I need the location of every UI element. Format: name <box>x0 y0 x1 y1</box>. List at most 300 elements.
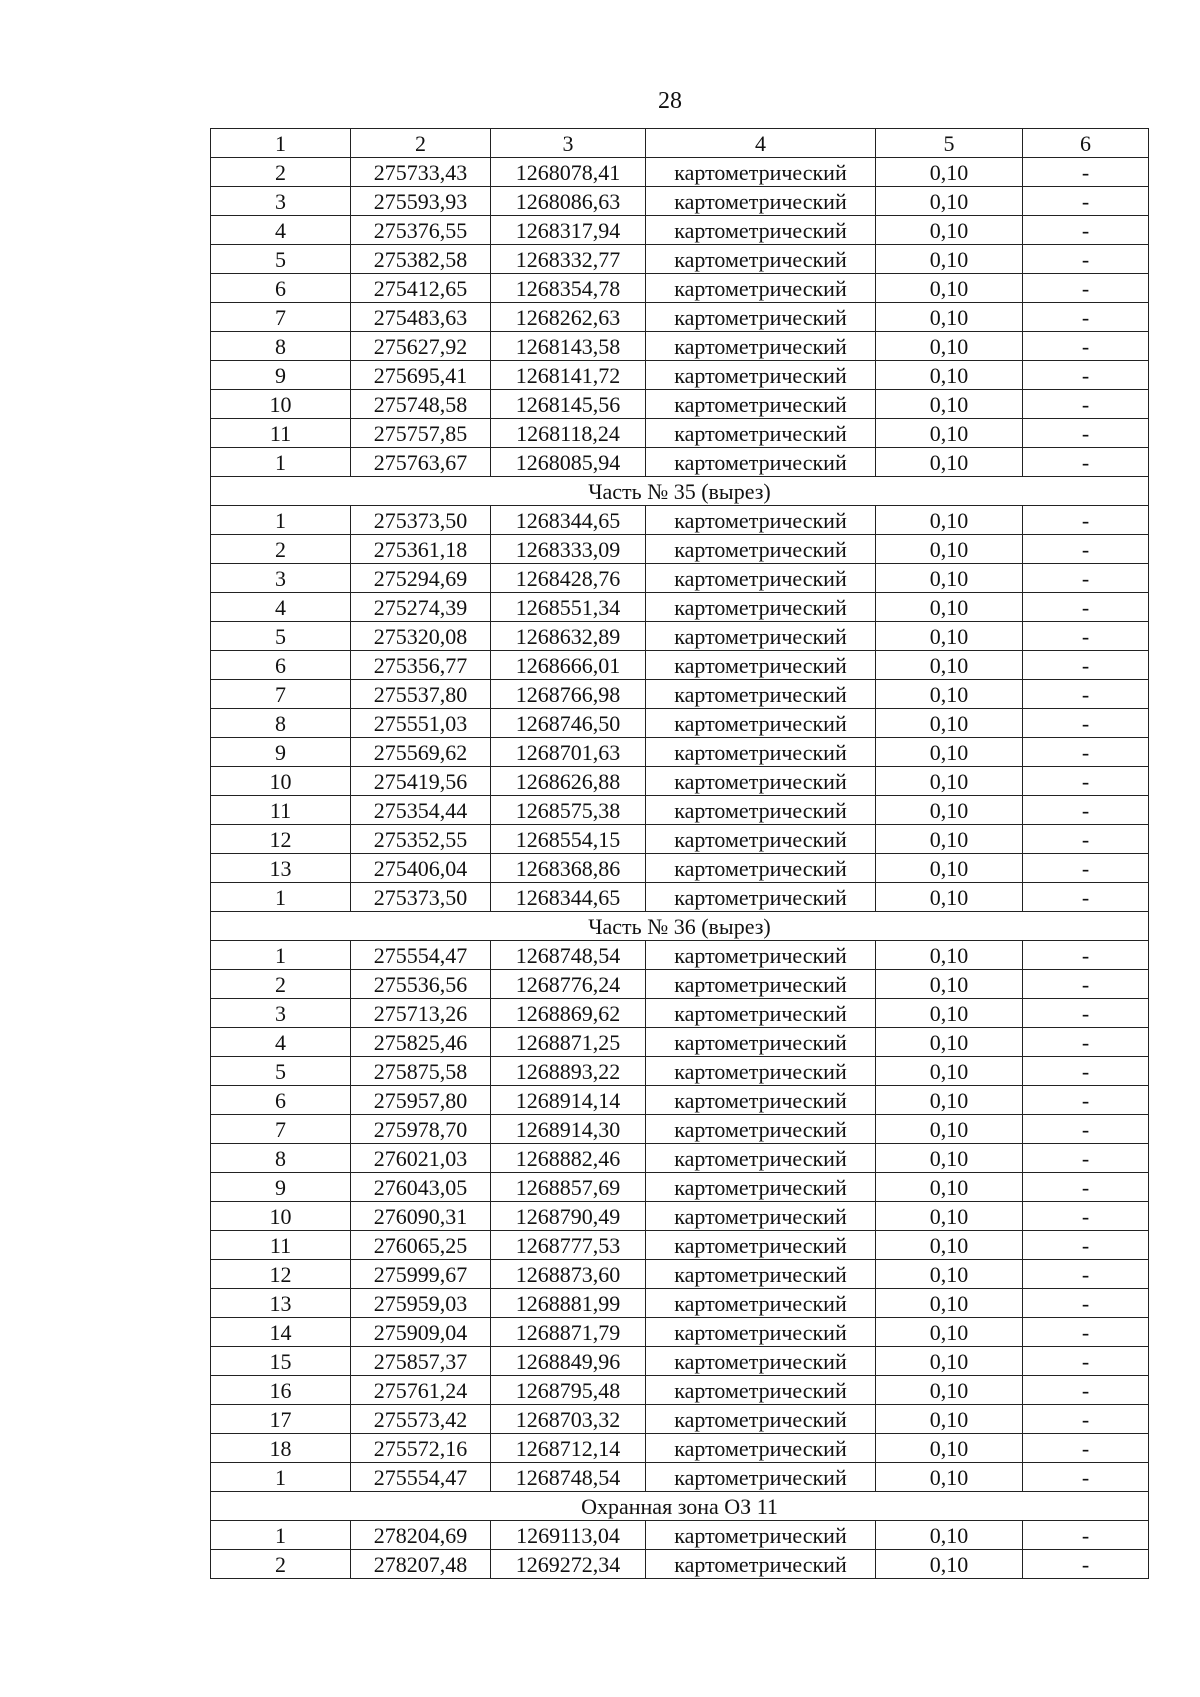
table-cell: 1268666,01 <box>491 651 646 680</box>
table-row <box>211 1376 1149 1405</box>
table-cell: 275761,24 <box>351 1376 491 1405</box>
table-cell: 0,10 <box>876 303 1023 332</box>
table-cell: 15 <box>211 1347 351 1376</box>
table-cell: 0,10 <box>876 390 1023 419</box>
table-cell: 275572,16 <box>351 1434 491 1463</box>
table-cell: 2 <box>211 535 351 564</box>
table-cell: - <box>1023 1463 1149 1492</box>
table-cell: 0,10 <box>876 738 1023 767</box>
table-cell: 1268712,14 <box>491 1434 646 1463</box>
table-cell: 1269113,04 <box>491 1521 646 1550</box>
table-cell: - <box>1023 738 1149 767</box>
table-cell: - <box>1023 158 1149 187</box>
table-cell: 275573,42 <box>351 1405 491 1434</box>
table-cell: картометрический <box>646 1260 876 1289</box>
table-cell: картометрический <box>646 1347 876 1376</box>
table-row <box>211 1550 1149 1579</box>
table-cell: 275733,43 <box>351 158 491 187</box>
table-cell: картометрический <box>646 1115 876 1144</box>
table-row <box>211 738 1149 767</box>
table-row <box>211 506 1149 535</box>
table-cell: картометрический <box>646 593 876 622</box>
table-cell: 1268748,54 <box>491 941 646 970</box>
table-cell: - <box>1023 332 1149 361</box>
section-title: Охранная зона ОЗ 11 <box>211 1492 1149 1521</box>
table-cell: - <box>1023 1115 1149 1144</box>
column-header: 3 <box>491 129 646 158</box>
table-cell: 275763,67 <box>351 448 491 477</box>
table-cell: 1269272,34 <box>491 1550 646 1579</box>
table-cell: картометрический <box>646 1318 876 1347</box>
table-cell: картометрический <box>646 448 876 477</box>
table-row <box>211 883 1149 912</box>
table-cell: - <box>1023 1405 1149 1434</box>
table-cell: 275419,56 <box>351 767 491 796</box>
table-cell: 0,10 <box>876 361 1023 390</box>
table-cell: 7 <box>211 1115 351 1144</box>
table-cell: картометрический <box>646 1289 876 1318</box>
table-cell: 14 <box>211 1318 351 1347</box>
table-cell: 0,10 <box>876 216 1023 245</box>
table-cell: картометрический <box>646 303 876 332</box>
table-cell: картометрический <box>646 419 876 448</box>
table-cell: картометрический <box>646 1376 876 1405</box>
table-cell: 275959,03 <box>351 1289 491 1318</box>
table-cell: картометрический <box>646 1463 876 1492</box>
section-title: Часть № 35 (вырез) <box>211 477 1149 506</box>
table-cell: 0,10 <box>876 158 1023 187</box>
table-cell: 4 <box>211 1028 351 1057</box>
table-row <box>211 361 1149 390</box>
table-cell: 1268086,63 <box>491 187 646 216</box>
table-cell: 275537,80 <box>351 680 491 709</box>
table-cell: - <box>1023 535 1149 564</box>
table-cell: 275412,65 <box>351 274 491 303</box>
table-row <box>211 622 1149 651</box>
table-cell: 8 <box>211 709 351 738</box>
table-cell: 13 <box>211 854 351 883</box>
table-cell: 7 <box>211 303 351 332</box>
table-cell: 3 <box>211 187 351 216</box>
section-title-row <box>211 1492 1149 1521</box>
table-cell: 9 <box>211 361 351 390</box>
table-cell: 0,10 <box>876 1289 1023 1318</box>
section-title-row <box>211 912 1149 941</box>
table-row <box>211 1347 1149 1376</box>
table-row <box>211 158 1149 187</box>
table-cell: 276090,31 <box>351 1202 491 1231</box>
table-row <box>211 1202 1149 1231</box>
table-cell: - <box>1023 1347 1149 1376</box>
table-cell: 1268873,60 <box>491 1260 646 1289</box>
table-cell: 1 <box>211 448 351 477</box>
table-cell: 1268332,77 <box>491 245 646 274</box>
table-cell: - <box>1023 361 1149 390</box>
table-cell: картометрический <box>646 738 876 767</box>
table-cell: 0,10 <box>876 1347 1023 1376</box>
table-cell: 1268871,79 <box>491 1318 646 1347</box>
table-cell: 1 <box>211 941 351 970</box>
table-cell: 0,10 <box>876 448 1023 477</box>
table-cell: 0,10 <box>876 535 1023 564</box>
table-cell: 12 <box>211 825 351 854</box>
table-cell: картометрический <box>646 1405 876 1434</box>
table-cell: картометрический <box>646 332 876 361</box>
table-cell: картометрический <box>646 941 876 970</box>
table-cell: - <box>1023 274 1149 303</box>
table-cell: 0,10 <box>876 1405 1023 1434</box>
table-cell: 1268777,53 <box>491 1231 646 1260</box>
column-header: 5 <box>876 129 1023 158</box>
table-cell: 1268795,48 <box>491 1376 646 1405</box>
table-row <box>211 332 1149 361</box>
table-cell: 0,10 <box>876 883 1023 912</box>
table-cell: 0,10 <box>876 1260 1023 1289</box>
table-cell: 1268317,94 <box>491 216 646 245</box>
table-cell: 275825,46 <box>351 1028 491 1057</box>
table-cell: 1268085,94 <box>491 448 646 477</box>
table-cell: 0,10 <box>876 622 1023 651</box>
section-title-row <box>211 477 1149 506</box>
table-cell: 0,10 <box>876 1028 1023 1057</box>
table-cell: 4 <box>211 593 351 622</box>
table-cell: - <box>1023 1144 1149 1173</box>
table-cell: картометрический <box>646 970 876 999</box>
table-cell: 1268882,46 <box>491 1144 646 1173</box>
table-row <box>211 854 1149 883</box>
table-row <box>211 1086 1149 1115</box>
table-cell: 276065,25 <box>351 1231 491 1260</box>
table-cell: картометрический <box>646 825 876 854</box>
table-row <box>211 448 1149 477</box>
table-cell: 0,10 <box>876 970 1023 999</box>
table-cell: 1 <box>211 506 351 535</box>
table-cell: 1268776,24 <box>491 970 646 999</box>
table-row <box>211 390 1149 419</box>
table-cell: 275909,04 <box>351 1318 491 1347</box>
table-row <box>211 796 1149 825</box>
table-cell: 275857,37 <box>351 1347 491 1376</box>
table-cell: 1268849,96 <box>491 1347 646 1376</box>
table-cell: 0,10 <box>876 1202 1023 1231</box>
table-cell: 1268748,54 <box>491 1463 646 1492</box>
table-row <box>211 564 1149 593</box>
table-cell: 17 <box>211 1405 351 1434</box>
table-cell: картометрический <box>646 1144 876 1173</box>
table-cell: 1268078,41 <box>491 158 646 187</box>
table-row <box>211 593 1149 622</box>
table-cell: - <box>1023 970 1149 999</box>
column-header: 1 <box>211 129 351 158</box>
table-row <box>211 680 1149 709</box>
table-cell: картометрический <box>646 1173 876 1202</box>
table-row <box>211 767 1149 796</box>
table-cell: 275875,58 <box>351 1057 491 1086</box>
table-cell: картометрический <box>646 999 876 1028</box>
table-cell: 7 <box>211 680 351 709</box>
table-cell: 1268554,15 <box>491 825 646 854</box>
table-cell: картометрический <box>646 564 876 593</box>
table-cell: картометрический <box>646 1086 876 1115</box>
table-cell: 275373,50 <box>351 506 491 535</box>
table-cell: 276021,03 <box>351 1144 491 1173</box>
table-cell: картометрический <box>646 506 876 535</box>
table-cell: - <box>1023 1260 1149 1289</box>
table-cell: 275999,67 <box>351 1260 491 1289</box>
table-cell: 9 <box>211 738 351 767</box>
table-row <box>211 651 1149 680</box>
table-cell: 1268262,63 <box>491 303 646 332</box>
table-cell: 0,10 <box>876 1463 1023 1492</box>
table-cell: 0,10 <box>876 1144 1023 1173</box>
table-cell: 9 <box>211 1173 351 1202</box>
table-cell: 1268766,98 <box>491 680 646 709</box>
table-cell: 0,10 <box>876 1550 1023 1579</box>
table-header-row <box>211 129 1149 158</box>
table-row <box>211 1173 1149 1202</box>
table-cell: картометрический <box>646 883 876 912</box>
table-cell: картометрический <box>646 187 876 216</box>
table-cell: картометрический <box>646 1550 876 1579</box>
table-cell: 275554,47 <box>351 1463 491 1492</box>
table-cell: 18 <box>211 1434 351 1463</box>
table-cell: - <box>1023 1057 1149 1086</box>
table-cell: картометрический <box>646 1231 876 1260</box>
table-row <box>211 1144 1149 1173</box>
table-cell: - <box>1023 187 1149 216</box>
table-cell: 275957,80 <box>351 1086 491 1115</box>
table-cell: картометрический <box>646 709 876 738</box>
table-cell: 3 <box>211 999 351 1028</box>
table-cell: 2 <box>211 158 351 187</box>
table-cell: 2 <box>211 1550 351 1579</box>
table-cell: - <box>1023 593 1149 622</box>
table-cell: 8 <box>211 1144 351 1173</box>
table-cell: - <box>1023 1202 1149 1231</box>
table-cell: - <box>1023 1550 1149 1579</box>
table-cell: 275320,08 <box>351 622 491 651</box>
table-cell: картометрический <box>646 1202 876 1231</box>
table-cell: 275551,03 <box>351 709 491 738</box>
table-cell: - <box>1023 1318 1149 1347</box>
table-cell: картометрический <box>646 274 876 303</box>
table-row <box>211 1028 1149 1057</box>
table-cell: 16 <box>211 1376 351 1405</box>
table-cell: 275352,55 <box>351 825 491 854</box>
table-cell: - <box>1023 506 1149 535</box>
table-row <box>211 187 1149 216</box>
table-cell: 3 <box>211 564 351 593</box>
table-cell: 275536,56 <box>351 970 491 999</box>
table-cell: 0,10 <box>876 332 1023 361</box>
table-row <box>211 274 1149 303</box>
table-cell: - <box>1023 999 1149 1028</box>
table-cell: 10 <box>211 1202 351 1231</box>
table-cell: 0,10 <box>876 680 1023 709</box>
table-row <box>211 1463 1149 1492</box>
table-cell: 0,10 <box>876 1521 1023 1550</box>
table-cell: - <box>1023 1173 1149 1202</box>
table-row <box>211 1405 1149 1434</box>
table-cell: - <box>1023 651 1149 680</box>
table-cell: картометрический <box>646 390 876 419</box>
table-cell: 1268143,58 <box>491 332 646 361</box>
table-cell: 8 <box>211 332 351 361</box>
table-cell: 1268354,78 <box>491 274 646 303</box>
table-cell: 1268871,25 <box>491 1028 646 1057</box>
table-cell: 275695,41 <box>351 361 491 390</box>
table-cell: 1268857,69 <box>491 1173 646 1202</box>
table-cell: 0,10 <box>876 274 1023 303</box>
table-cell: - <box>1023 883 1149 912</box>
table-cell: 1268428,76 <box>491 564 646 593</box>
table-cell: 1268632,89 <box>491 622 646 651</box>
table-cell: 0,10 <box>876 1376 1023 1405</box>
table-cell: 13 <box>211 1289 351 1318</box>
table-cell: 275274,39 <box>351 593 491 622</box>
table-cell: - <box>1023 564 1149 593</box>
table-row <box>211 1434 1149 1463</box>
table-cell: - <box>1023 1434 1149 1463</box>
table-row <box>211 941 1149 970</box>
table-cell: - <box>1023 1028 1149 1057</box>
table-cell: 0,10 <box>876 1434 1023 1463</box>
table-cell: 275376,55 <box>351 216 491 245</box>
table-cell: 276043,05 <box>351 1173 491 1202</box>
table-cell: - <box>1023 1376 1149 1405</box>
table-cell: 1268703,32 <box>491 1405 646 1434</box>
table-cell: 1268333,09 <box>491 535 646 564</box>
table-cell: 0,10 <box>876 1115 1023 1144</box>
table-cell: 275356,77 <box>351 651 491 680</box>
table-cell: 0,10 <box>876 651 1023 680</box>
table-cell: 1268575,38 <box>491 796 646 825</box>
table-cell: 275382,58 <box>351 245 491 274</box>
column-header: 2 <box>351 129 491 158</box>
table-cell: картометрический <box>646 796 876 825</box>
table-cell: картометрический <box>646 1028 876 1057</box>
table-cell: 0,10 <box>876 593 1023 622</box>
table-cell: - <box>1023 216 1149 245</box>
table-cell: 12 <box>211 1260 351 1289</box>
table-cell: 275554,47 <box>351 941 491 970</box>
table-cell: 1268344,65 <box>491 883 646 912</box>
table-row <box>211 1289 1149 1318</box>
table-cell: 1268701,63 <box>491 738 646 767</box>
table-row <box>211 1260 1149 1289</box>
table-cell: 275627,92 <box>351 332 491 361</box>
table-cell: 0,10 <box>876 506 1023 535</box>
table-cell: 275748,58 <box>351 390 491 419</box>
table-cell: 0,10 <box>876 1057 1023 1086</box>
column-header: 6 <box>1023 129 1149 158</box>
table-cell: 5 <box>211 245 351 274</box>
table-cell: картометрический <box>646 651 876 680</box>
table-cell: 6 <box>211 1086 351 1115</box>
page-number: 28 <box>658 88 682 114</box>
table-cell: 0,10 <box>876 796 1023 825</box>
table-cell: 275361,18 <box>351 535 491 564</box>
table-cell: - <box>1023 390 1149 419</box>
table-cell: 278207,48 <box>351 1550 491 1579</box>
table-cell: 2 <box>211 970 351 999</box>
table-row <box>211 709 1149 738</box>
table-row <box>211 303 1149 332</box>
table-cell: - <box>1023 622 1149 651</box>
table-row <box>211 245 1149 274</box>
table-cell: 0,10 <box>876 564 1023 593</box>
table-cell: - <box>1023 1086 1149 1115</box>
table-cell: 1268344,65 <box>491 506 646 535</box>
table-cell: 1268881,99 <box>491 1289 646 1318</box>
table-cell: картометрический <box>646 216 876 245</box>
table-cell: 275373,50 <box>351 883 491 912</box>
table-cell: 275406,04 <box>351 854 491 883</box>
table-cell: 0,10 <box>876 187 1023 216</box>
table-cell: 0,10 <box>876 1086 1023 1115</box>
table-cell: - <box>1023 303 1149 332</box>
table-cell: - <box>1023 854 1149 883</box>
table-cell: 275757,85 <box>351 419 491 448</box>
table-cell: 11 <box>211 1231 351 1260</box>
table-cell: картометрический <box>646 361 876 390</box>
table-cell: 1268141,72 <box>491 361 646 390</box>
section-title: Часть № 36 (вырез) <box>211 912 1149 941</box>
table-cell: 275354,44 <box>351 796 491 825</box>
table-row <box>211 535 1149 564</box>
table-cell: - <box>1023 709 1149 738</box>
coordinates-table <box>210 128 1149 1579</box>
table-cell: 0,10 <box>876 1173 1023 1202</box>
table-cell: картометрический <box>646 1434 876 1463</box>
table-cell: - <box>1023 419 1149 448</box>
table-cell: 5 <box>211 1057 351 1086</box>
table-cell: - <box>1023 680 1149 709</box>
table-row <box>211 216 1149 245</box>
table-cell: 1 <box>211 1521 351 1550</box>
table-cell: 0,10 <box>876 825 1023 854</box>
table-cell: картометрический <box>646 854 876 883</box>
table-row <box>211 825 1149 854</box>
table-cell: 1268746,50 <box>491 709 646 738</box>
table-cell: 0,10 <box>876 1318 1023 1347</box>
table-cell: - <box>1023 448 1149 477</box>
table-cell: 1 <box>211 1463 351 1492</box>
table-cell: 1 <box>211 883 351 912</box>
table-cell: - <box>1023 1521 1149 1550</box>
table-cell: 1268893,22 <box>491 1057 646 1086</box>
table-cell: картометрический <box>646 622 876 651</box>
table-cell: 275978,70 <box>351 1115 491 1144</box>
table-cell: 0,10 <box>876 999 1023 1028</box>
table-cell: 1268145,56 <box>491 390 646 419</box>
table-cell: - <box>1023 825 1149 854</box>
table-cell: 6 <box>211 651 351 680</box>
table-cell: картометрический <box>646 535 876 564</box>
table-cell: картометрический <box>646 680 876 709</box>
table-row <box>211 1057 1149 1086</box>
table-cell: 1268551,34 <box>491 593 646 622</box>
table-cell: 0,10 <box>876 245 1023 274</box>
table-cell: - <box>1023 796 1149 825</box>
table-cell: - <box>1023 1289 1149 1318</box>
table-cell: 275569,62 <box>351 738 491 767</box>
table-row <box>211 970 1149 999</box>
table-cell: 0,10 <box>876 419 1023 448</box>
table-cell: 278204,69 <box>351 1521 491 1550</box>
table-cell: 0,10 <box>876 1231 1023 1260</box>
table-cell: 275294,69 <box>351 564 491 593</box>
